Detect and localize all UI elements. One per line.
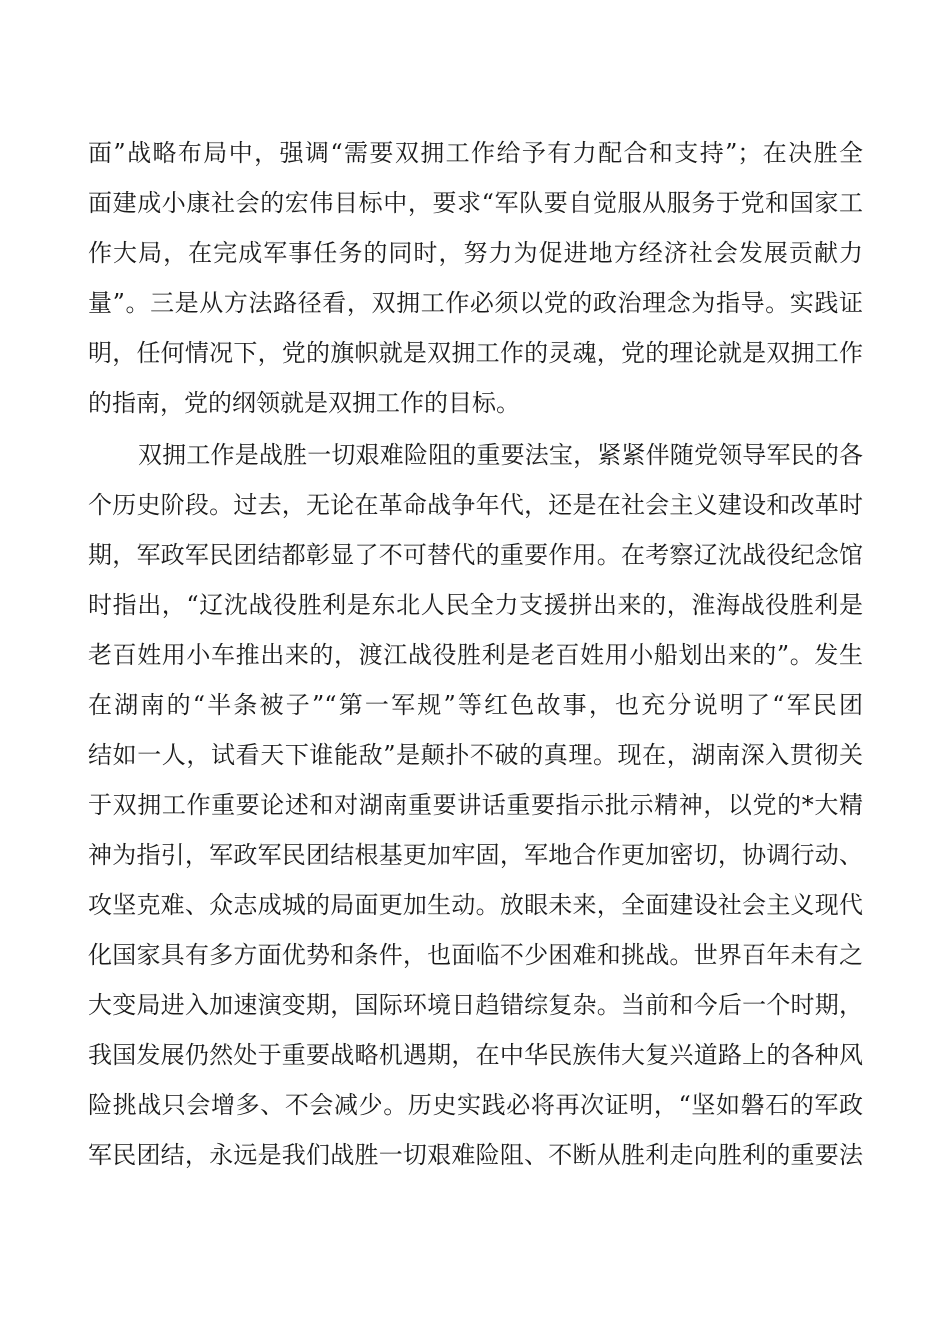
paragraph-2-line-7: 结如一人，试看天下谁能敌”是颠扑不破的真理。现在，湖南深入贯彻关 (88, 741, 863, 769)
paragraph-1-line-3: 作大局，在完成军事任务的同时，努力为促进地方经济社会发展贡献力 (88, 239, 863, 267)
paragraph-2-line-5: 老百姓用小车推出来的，渡江战役胜利是老百姓用小船划出来的”。发生 (88, 641, 863, 669)
paragraph-2-line-14: 险挑战只会增多、不会减少。历史实践必将再次证明，“坚如磐石的军政 (88, 1091, 863, 1119)
paragraph-2-line-6: 在湖南的“半条被子”“第一军规”等红色故事，也充分说明了“军民团 (88, 691, 863, 719)
paragraph-2-line-1: 双拥工作是战胜一切艰难险阻的重要法宝，紧紧伴随党领导军民的各 (138, 441, 863, 469)
paragraph-1-line-5: 明，任何情况下，党的旗帜就是双拥工作的灵魂，党的理论就是双拥工作 (88, 339, 863, 367)
paragraph-1-line-2: 面建成小康社会的宏伟目标中，要求“军队要自觉服从服务于党和国家工 (88, 189, 863, 217)
paragraph-2-line-3: 期，军政军民团结都彰显了不可替代的重要作用。在考察辽沈战役纪念馆 (88, 541, 863, 569)
paragraph-2-line-13: 我国发展仍然处于重要战略机遇期，在中华民族伟大复兴道路上的各种风 (88, 1041, 863, 1069)
paragraph-1-line-1: 面”战略布局中，强调“需要双拥工作给予有力配合和支持”；在决胜全 (88, 139, 863, 167)
paragraph-1-line-6: 的指南，党的纲领就是双拥工作的目标。 (88, 389, 520, 417)
paragraph-2-line-2: 个历史阶段。过去，无论在革命战争年代，还是在社会主义建设和改革时 (88, 491, 863, 519)
paragraph-2-line-12: 大变局进入加速演变期，国际环境日趋错综复杂。当前和今后一个时期， (88, 991, 863, 1019)
paragraph-2-line-11: 化国家具有多方面优势和条件，也面临不少困难和挑战。世界百年未有之 (88, 941, 863, 969)
paragraph-1-line-4: 量”。三是从方法路径看，双拥工作必须以党的政治理念为指导。实践证 (88, 289, 863, 317)
paragraph-2-line-9: 神为指引，军政军民团结根基更加牢固，军地合作更加密切，协调行动、 (88, 841, 863, 869)
paragraph-2-line-15: 军民团结，永远是我们战胜一切艰难险阻、不断从胜利走向胜利的重要法 (88, 1141, 863, 1169)
paragraph-2-line-8: 于双拥工作重要论述和对湖南重要讲话重要指示批示精神，以党的*大精 (88, 791, 863, 819)
paragraph-2-line-10: 攻坚克难、众志成城的局面更加生动。放眼未来，全面建设社会主义现代 (88, 891, 863, 919)
paragraph-2-line-4: 时指出，“辽沈战役胜利是东北人民全力支援拼出来的，淮海战役胜利是 (88, 591, 863, 619)
